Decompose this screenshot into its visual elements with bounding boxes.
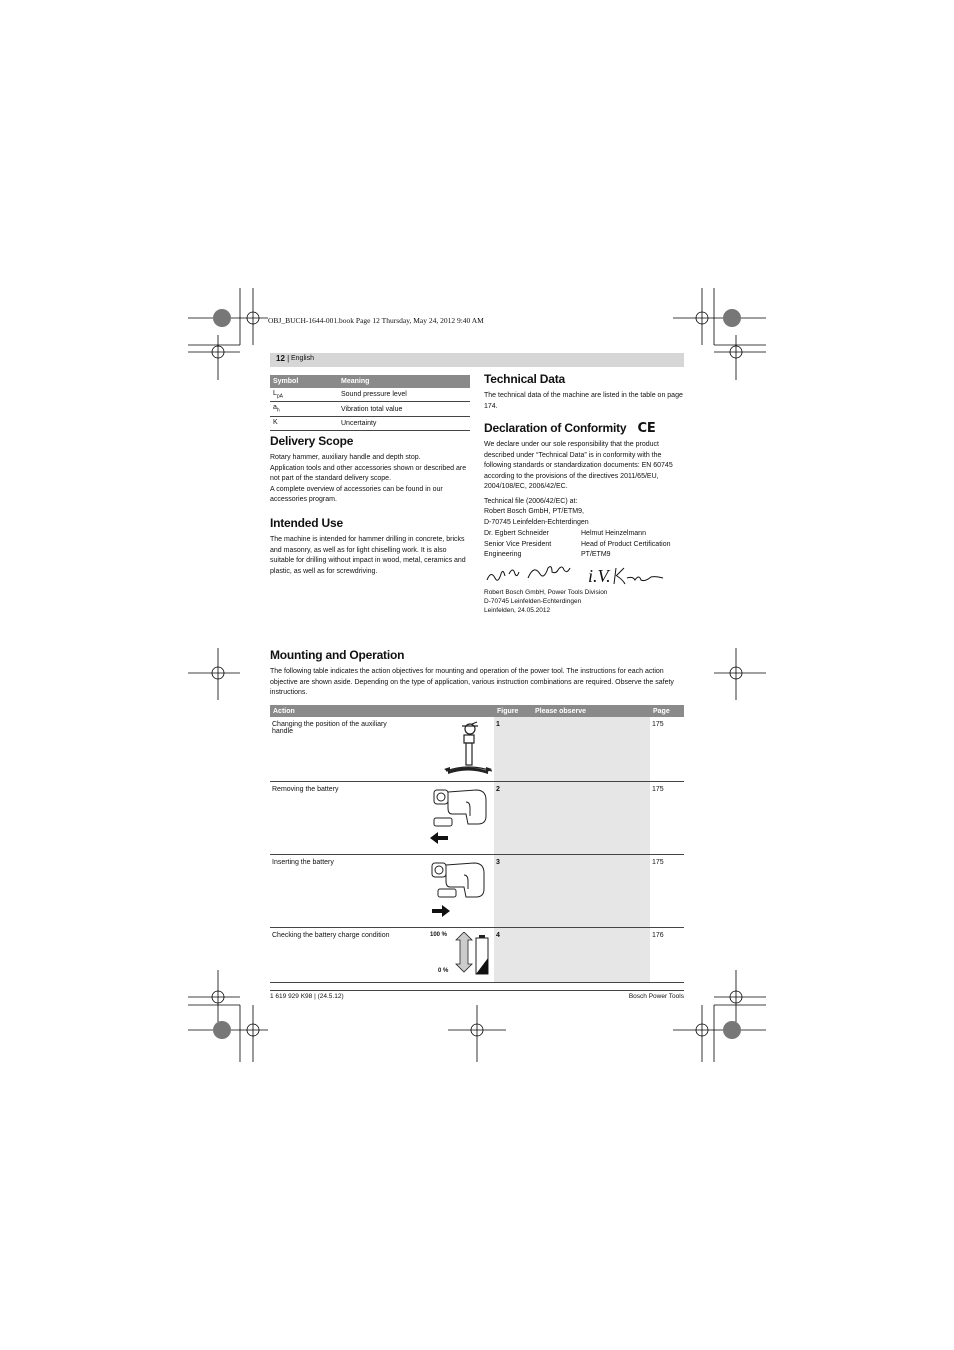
action-cell: Checking the battery charge condition 100 % 0 % xyxy=(270,928,494,983)
page-number: 12 | xyxy=(276,354,290,363)
meaning-cell: Sound pressure level xyxy=(338,388,470,402)
table-row xyxy=(270,782,684,855)
battery-remove-illustration xyxy=(426,786,492,850)
action-cell: Changing the position of the auxiliary handle xyxy=(270,717,494,782)
observe-cell xyxy=(532,782,650,855)
table-row xyxy=(270,928,684,983)
intended-use-text: The machine is intended for hammer drilling in concrete, bricks and masonry, as well as for light chiselling work. It is also suitable for drilling without impact in wood, metal, ceramics and plastic, as well as for screwdriving. xyxy=(270,536,466,575)
delivery-scope-title: Delivery Scope xyxy=(270,434,354,448)
page-cell: 175 xyxy=(650,717,684,782)
page-header-bar xyxy=(270,353,684,367)
table-row xyxy=(270,388,470,402)
signatories xyxy=(484,529,684,561)
battery-charge-illustration xyxy=(428,932,492,978)
address-line: Leinfelden, 24.05.2012 xyxy=(484,607,551,614)
file-header: OBJ_BUCH-1644-001.book Page 12 Thursday, May 24, 2012 9:40 AM xyxy=(268,316,484,325)
technical-data-title: Technical Data xyxy=(484,372,566,386)
observe-cell xyxy=(532,717,650,782)
tech-file-line: Technical file (2006/42/EC) at: xyxy=(484,497,578,505)
figure-header: Figure xyxy=(494,705,532,717)
battery-high-label: 100 % xyxy=(430,932,448,938)
battery-level-icon xyxy=(452,932,492,978)
figure-cell: 4 xyxy=(494,928,532,983)
page-header: Page xyxy=(650,705,684,717)
figure-cell: 2 xyxy=(494,782,532,855)
delivery-scope-section xyxy=(270,434,470,506)
auxiliary-handle-illustration xyxy=(442,721,492,777)
table-row xyxy=(270,402,470,416)
delivery-scope-text: Rotary hammer, auxiliary handle and depth stop. xyxy=(270,454,421,461)
figure-cell: 3 xyxy=(494,855,532,928)
svg-text:i.V.: i.V. xyxy=(588,566,611,586)
mounting-table xyxy=(270,705,684,983)
tech-file-line: D-70745 Leinfelden-Echterdingen xyxy=(484,518,589,526)
table-row xyxy=(270,717,684,782)
figure-cell: 1 xyxy=(494,717,532,782)
address-line: D-70745 Leinfelden-Echterdingen xyxy=(484,598,582,605)
conformity-section xyxy=(484,421,684,561)
battery-insert-illustration xyxy=(426,859,492,923)
signatory-role: Head of Product Certification xyxy=(581,540,671,548)
observe-cell xyxy=(532,928,650,983)
mounting-section xyxy=(270,648,684,699)
symbol-cell: $a_h$ xyxy=(270,402,338,416)
page-language: English xyxy=(291,355,314,362)
meaning-header: Meaning xyxy=(338,375,470,388)
symbol-cell: $L_{pA}$ xyxy=(270,388,338,402)
technical-data-section xyxy=(484,372,684,412)
footer-left: 1 619 929 K98 | (24.5.12) xyxy=(270,993,344,1000)
delivery-scope-text: A complete overview of accessories can be found in our accessories program. xyxy=(270,485,443,503)
signature-address xyxy=(484,588,684,615)
address-line: Robert Bosch GmbH, Power Tools Division xyxy=(484,589,608,596)
intended-use-section xyxy=(270,516,470,577)
footer-right: Bosch Power Tools xyxy=(628,993,684,1000)
conformity-title: Declaration of Conformity CE xyxy=(484,421,656,436)
delivery-scope-text: Application tools and other accessories shown or described are not part of the standard delivery scope. xyxy=(270,464,467,482)
symbol-header: Symbol xyxy=(270,375,338,388)
table-row xyxy=(270,855,684,928)
action-cell: Inserting the battery xyxy=(270,855,494,928)
page-cell: 175 xyxy=(650,855,684,928)
table-row xyxy=(270,416,470,430)
tech-file-line: Robert Bosch GmbH, PT/ETM9, xyxy=(484,508,584,515)
symbol-cell: K xyxy=(270,416,338,430)
footer-rule xyxy=(270,990,684,991)
conformity-text: We declare under our sole responsibility that the product described under “Technical Data” is in conformity with the following standards or standardization documents: EN 60745 according to the provisions of the directives 2011/65/EU, 2004/108/EC, 2006/42/EC. xyxy=(484,441,673,490)
mounting-intro: The following table indicates the action objectives for mounting and operation of the power tool. The instructions for each action objective are shown aside. Depending on the type of application, various instruction combinations are required. Observe the safety instructions. xyxy=(270,668,674,696)
battery-low-label: 0 % xyxy=(438,968,449,974)
ce-mark-icon: CE xyxy=(637,421,656,436)
symbol-table xyxy=(270,375,470,431)
signatory-dept: Engineering xyxy=(484,551,522,558)
signature-image xyxy=(484,562,684,588)
meaning-cell: Vibration total value xyxy=(338,402,470,416)
signatory-name: Helmut Heinzelmann xyxy=(581,530,646,537)
meaning-cell: Uncertainty xyxy=(338,416,470,430)
action-header: Action xyxy=(270,705,494,717)
observe-header: Please observe xyxy=(532,705,650,717)
technical-data-text: The technical data of the machine are listed in the table on page 174. xyxy=(484,392,683,410)
action-cell: Removing the battery xyxy=(270,782,494,855)
signatory-role: Senior Vice President xyxy=(484,540,552,548)
intended-use-title: Intended Use xyxy=(270,516,343,530)
mounting-title: Mounting and Operation xyxy=(270,648,405,662)
page-cell: 176 xyxy=(650,928,684,983)
signatory-name: Dr. Egbert Schneider xyxy=(484,530,549,537)
observe-cell xyxy=(532,855,650,928)
page-cell: 175 xyxy=(650,782,684,855)
signatory-dept: PT/ETM9 xyxy=(581,551,611,558)
